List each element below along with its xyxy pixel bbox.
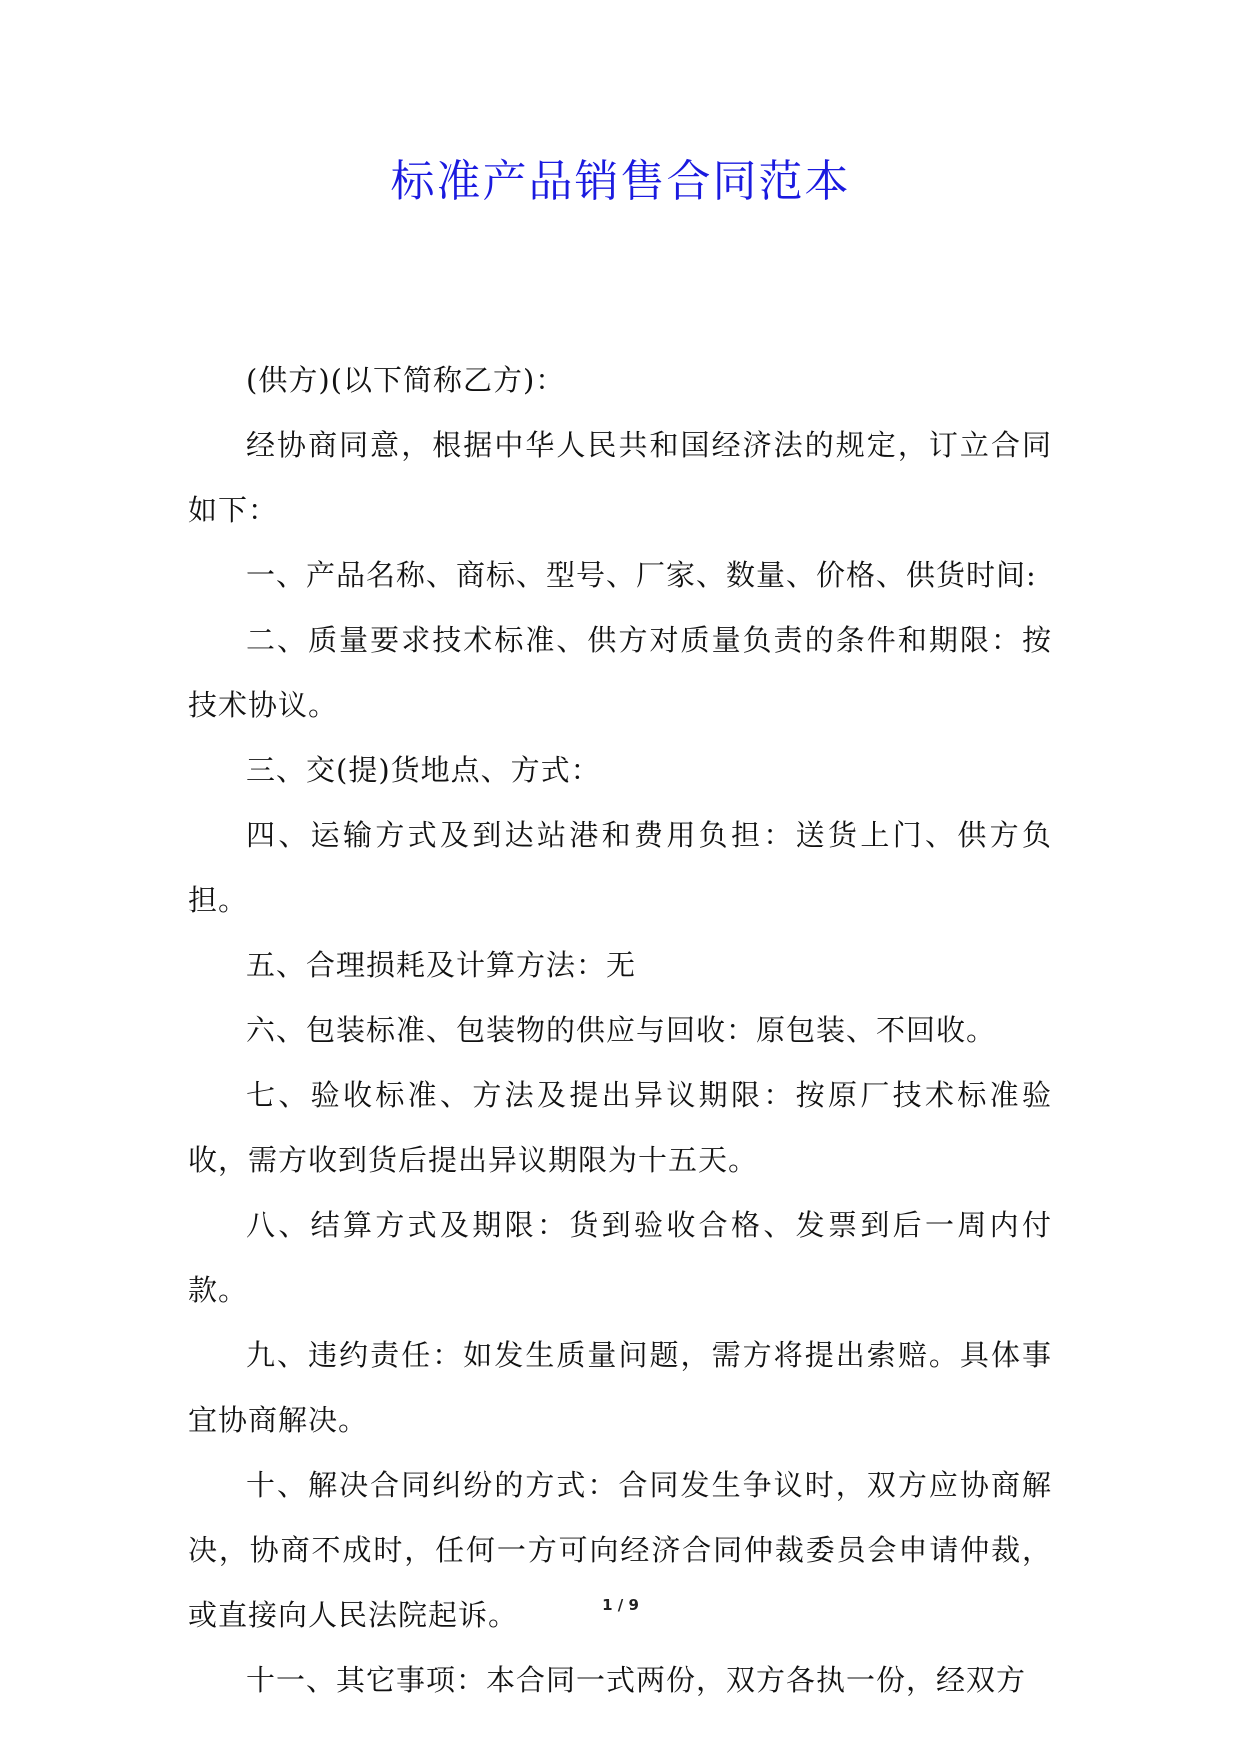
clause-2: 二、质量要求技术标准、供方对质量负责的条件和期限：按技术协议。 — [188, 623, 1052, 722]
page-number: 1 / 9 — [602, 1596, 639, 1614]
document-body — [188, 348, 1052, 1713]
clause-10: 十、解决合同纠纷的方式：合同发生争议时，双方应协商解决，协商不成时，任何一方可向经济合同仲裁委员会申请仲裁，或直接向人民法院起诉。 — [188, 1468, 1052, 1632]
clause-3: 三、交(提)货地点、方式： — [246, 753, 601, 787]
clause-6: 六、包装标准、包装物的供应与回收：原包装、不回收。 — [246, 1013, 997, 1047]
paragraph-intro: 经协商同意，根据中华人民共和国经济法的规定，订立合同如下： — [188, 428, 1052, 527]
document-title: 标准产品销售合同范本 — [390, 156, 851, 207]
clause-9: 九、违约责任：如发生质量问题，需方将提出索赔。具体事宜协商解决。 — [188, 1338, 1052, 1437]
clause-4: 四、运输方式及到达站港和费用负担：送货上门、供方负担。 — [188, 818, 1052, 917]
paragraph-supplier: (供方)(以下简称乙方)： — [246, 363, 566, 397]
clause-8: 八、结算方式及期限：货到验收合格、发票到后一周内付款。 — [188, 1208, 1052, 1307]
clause-11: 十一、其它事项：本合同一式两份，双方各执一份，经双方 — [246, 1663, 1027, 1697]
clause-7: 七、验收标准、方法及提出异议期限：按原厂技术标准验收，需方收到货后提出异议期限为十五天。 — [188, 1078, 1052, 1177]
clause-5: 五、合理损耗及计算方法：无 — [246, 948, 637, 982]
clause-1: 一、产品名称、商标、型号、厂家、数量、价格、供货时间: — [246, 558, 1037, 592]
